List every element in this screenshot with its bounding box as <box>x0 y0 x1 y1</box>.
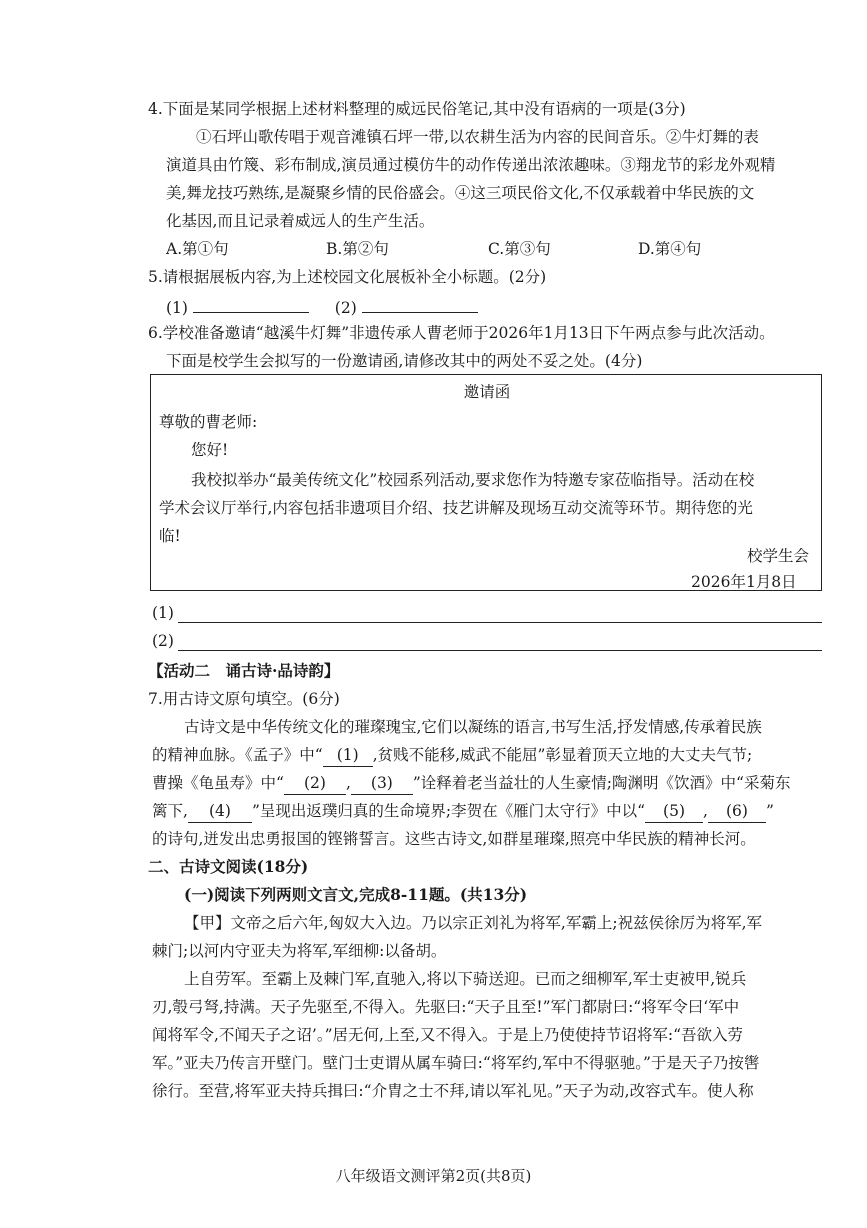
q6-answer1-label: (1) <box>152 604 174 622</box>
q5-blank1-field[interactable] <box>193 294 309 313</box>
letter-date: 2026年1月8日 <box>691 573 797 591</box>
q7-text-line <box>152 772 790 795</box>
q7-text-line: 古诗文是中华传统文化的璀璨瑰宝,它们以凝练的语言,书写生活,抒发情感,传承着民族 <box>184 718 762 736</box>
q5-blank2-label: (2) <box>334 299 357 317</box>
q7-text: 篱下, <box>152 802 188 820</box>
q5-stem: 5.请根据展板内容,为上述校园文化展板补全小标题。(2分) <box>148 268 547 286</box>
activity2-heading: 【活动二 诵古诗·品诗韵】 <box>148 661 340 680</box>
section2-heading: 二、古诗文阅读(18分) <box>148 857 309 876</box>
q7-blank-2[interactable]: (2) <box>284 772 346 795</box>
q6-answer1-field[interactable] <box>178 622 822 623</box>
q7-text: ,贫贱不能移,威武不能屈”彰显着顶天立地的大丈夫气节; <box>372 746 753 764</box>
letter-body-line: 学术会议厅举行,内容包括非遗项目介绍、技艺讲解及现场互动交流等环节。期待您的光 <box>159 499 753 517</box>
jia-text-line: 军。”亚夫乃传言开壁门。壁门士吏谓从属车骑曰:“将军约,军中不得驱驰。”于是天子乃按辔 <box>152 1054 760 1072</box>
q4-passage-line: 演道具由竹篾、彩布制成,演员通过模仿牛的动作传递出浓浓趣味。③翔龙节的彩龙外观精 <box>166 156 776 174</box>
q7-text: 的精神血脉。《孟子》中“ <box>152 746 323 764</box>
q7-blank-5[interactable]: (5) <box>645 800 703 823</box>
jia-text-line: 刃,彀弓弩,持满。天子先驱至,不得入。先驱曰:“天子且至!”军门都尉曰:“将军令曰‘军中 <box>152 998 740 1016</box>
jia-text-line: 上自劳军。至霸上及棘门军,直驰入,将以下骑送迎。已而之细柳军,军士吏被甲,锐兵 <box>184 970 747 988</box>
q7-text-line <box>152 744 752 767</box>
letter-greeting: 您好! <box>191 441 229 459</box>
q7-blank-4[interactable]: (4) <box>188 800 252 823</box>
q7-blank-3[interactable]: (3) <box>351 772 413 795</box>
q5-blank-row <box>166 294 478 319</box>
q6-answer2-field[interactable] <box>178 650 822 651</box>
q6-answer2-label: (2) <box>152 632 174 650</box>
q7-text: ”呈现出返璞归真的生命境界;李贺在《雁门太守行》中以“ <box>251 802 646 820</box>
invitation-letter-box <box>150 374 822 591</box>
q4-stem: 4.下面是某同学根据上述材料整理的威远民俗笔记,其中没有语病的一项是(3分) <box>148 100 686 118</box>
q4-option-c: C.第③句 <box>488 240 551 258</box>
q6-stem-line2: 下面是校学生会拟写的一份邀请函,请修改其中的两处不妥之处。(4分) <box>166 352 643 370</box>
part1-heading: (一)阅读下列两则文言文,完成8-11题。(共13分) <box>184 885 528 904</box>
letter-body-line: 我校拟举办“最美传统文化”校园系列活动,要求您作为特邀专家莅临指导。活动在校 <box>191 471 755 489</box>
q4-passage-line: 化基因,而且记录着威远人的生产生活。 <box>166 212 435 230</box>
jia-text-line: 【甲】文帝之后六年,匈奴大入边。乃以宗正刘礼为将军,军霸上;祝兹侯徐厉为将军,军 <box>184 914 763 932</box>
q4-option-d: D.第④句 <box>638 240 702 258</box>
q4-passage-line: 美,舞龙技巧熟练,是凝聚乡情的民俗盛会。④这三项民俗文化,不仅承载着中华民族的文 <box>166 184 755 202</box>
q4-option-a: A.第①句 <box>166 240 229 258</box>
q4-option-b: B.第②句 <box>326 240 389 258</box>
letter-salutation: 尊敬的曹老师: <box>159 413 258 431</box>
q7-text: 曹操《龟虽寿》中“ <box>152 774 284 792</box>
q4-passage-line: ①石坪山歌传唱于观音滩镇石坪一带,以农耕生活为内容的民间音乐。②牛灯舞的表 <box>196 128 759 146</box>
q5-blank2-field[interactable] <box>362 294 478 313</box>
jia-text-line: 徐行。至营,将军亚夫持兵揖曰:“介胄之士不拜,请以军礼见。”天子为动,改容式车。使人称 <box>152 1082 754 1100</box>
q6-stem-line1: 6.学校准备邀请“越溪牛灯舞”非遗传承人曹老师于2026年1月13日下午两点参与此次活动。 <box>148 324 775 342</box>
q7-text: , <box>345 774 351 792</box>
q7-blank-6[interactable]: (6) <box>708 800 766 823</box>
letter-signature: 校学生会 <box>747 547 810 565</box>
q7-text: ”诠释着老当益壮的人生豪情;陶渊明《饮酒》中“采菊东 <box>412 774 791 792</box>
q7-text-line <box>152 800 774 823</box>
q5-blank1-label: (1) <box>166 299 188 317</box>
q7-text-line: 的诗句,迸发出忠勇报国的铿锵誓言。这些古诗文,如群星璀璨,照亮中华民族的精神长河。 <box>152 830 756 848</box>
jia-text-line: 闻将军令,不闻天子之诏’。”居无何,上至,又不得入。于是上乃使使持节诏将军:“吾欲入劳 <box>152 1026 744 1044</box>
letter-title: 邀请函 <box>463 383 511 401</box>
letter-body-line: 临! <box>159 527 181 545</box>
q7-stem: 7.用古诗文原句填空。(6分) <box>148 690 340 708</box>
jia-text-line: 棘门;以河内守亚夫为将军,军细柳:以备胡。 <box>152 942 447 960</box>
q7-blank-1[interactable]: (1) <box>323 744 373 767</box>
page-footer: 八年级语文测评第2页(共8页) <box>335 1167 532 1185</box>
q7-text: , <box>703 802 708 820</box>
q7-text: ” <box>765 802 774 820</box>
